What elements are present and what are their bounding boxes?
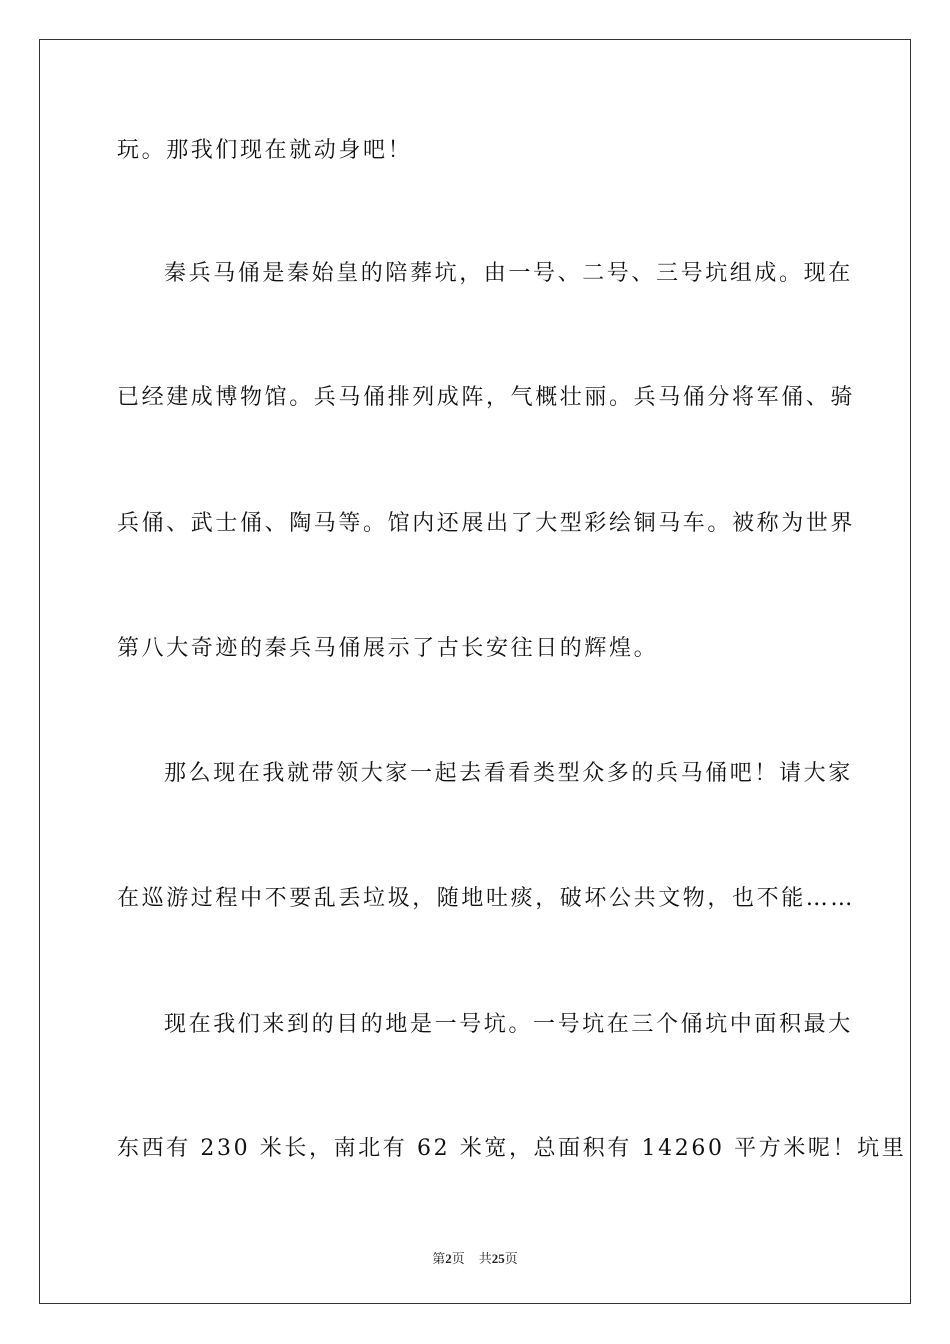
text-line: 已经建成博物馆。兵马俑排列成阵，气概壮丽。兵马俑分将军俑、骑 <box>117 385 856 410</box>
footer-total-suffix: 页 <box>504 1252 518 1267</box>
footer-page-prefix: 第 <box>432 1252 446 1267</box>
text-line: 第八大奇迹的秦兵马俑展示了古长安往日的辉煌。 <box>117 636 659 661</box>
text-line: 东西有 230 米长，南北有 62 米宽，总面积有 14260 平方米呢！坑里 <box>117 1136 907 1161</box>
paragraph-start-line: 秦兵马俑是秦始皇的陪葬坑，由一号、二号、三号坑组成。现在 <box>164 261 853 286</box>
footer-total-pages: 25 <box>491 1251 505 1266</box>
text-line: 在巡游过程中不要乱丢垃圾，随地吐痰，破坏公共文物，也不能…… <box>117 886 856 911</box>
page-border <box>39 39 911 1304</box>
paragraph-start-line: 那么现在我就带领大家一起去看看类型众多的兵马俑吧！请大家 <box>164 761 853 786</box>
footer-page-number: 2 <box>445 1251 452 1266</box>
paragraph-start-line: 现在我们来到的目的地是一号坑。一号坑在三个俑坑中面积最大 <box>164 1012 853 1037</box>
footer-page-suffix: 页 <box>451 1252 465 1267</box>
text-line: 玩。那我们现在就动身吧！ <box>117 138 413 163</box>
page-footer <box>0 1248 950 1267</box>
text-line: 兵俑、武士俑、陶马等。馆内还展出了大型彩绘铜马车。被称为世界 <box>117 511 856 536</box>
footer-total-prefix: 共 <box>478 1252 492 1267</box>
